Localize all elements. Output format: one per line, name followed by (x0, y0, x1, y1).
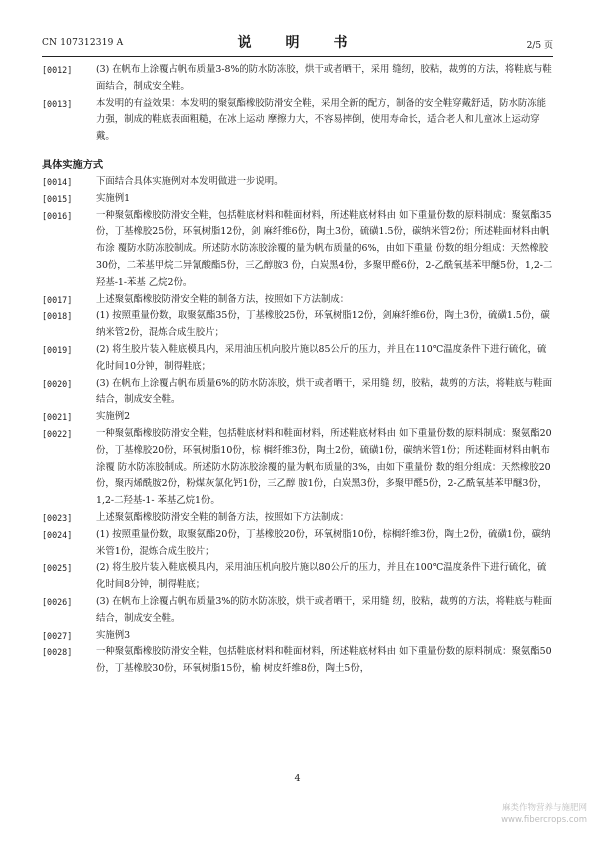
watermark-url: www.fibercrops.com (501, 815, 587, 825)
paragraph-text: 下面结合具体实施例对本发明做进一步说明。 (96, 175, 284, 187)
paragraph-text: 实施例1 (96, 192, 131, 204)
paragraph-id: [0012] (42, 65, 73, 75)
paragraph-text: 一种聚氨酯橡胶防滑安全鞋，包括鞋底材料和鞋面材料，所述鞋底材料由 如下重量份数的原料制成：聚氨酯50份，丁基橡胶30份，环氧树脂15份，榆 树皮纤维8份，陶土5份， (96, 646, 552, 675)
paragraph-text: 一种聚氨酯橡胶防滑安全鞋，包括鞋底材料和鞋面材料，所述鞋底材料由 如下重量份数的原料制成：聚氨酯20份，丁基橡胶20份，环氧树脂10份，棕 榈纤维3份，陶土2份，硫磺1份，碳纳米管1份；所述鞋面材料由帆布涂覆 防水防冻胶制成。所述防水防冻胶涂覆的量为帆布质量的3%，由如下重量份 数的组分组成：天然橡胶20份，聚丙烯酰胺2份，粉煤灰氯化钙1份，三乙醇 胺1份，白炭黑3份，多聚甲醛5份，2-乙酰氧基苯甲醚3份，1,2-二羟基-1- 苯基乙烷1份。 (96, 427, 552, 507)
page-indicator: 2/5 页 (526, 41, 553, 51)
paragraph-id: [0015] (42, 193, 73, 204)
section-heading: 具体实施方式 (42, 159, 104, 171)
paragraph (42, 527, 554, 561)
paragraph-id: [0026] (42, 596, 73, 607)
document-title: 说 明 书 (237, 35, 358, 51)
paragraph-text: (3) 在帆布上涂覆占帆布质量6%的防水防冻胶，烘干或者晒干，采用缝 纫，胶粘，裁剪的方法，将鞋底与鞋面结合，制成安全鞋。 (96, 377, 552, 406)
paragraph (42, 96, 554, 146)
paragraph-text: 实施例3 (96, 629, 131, 641)
paragraph-id: [0020] (42, 378, 73, 389)
paragraph-id: [0023] (42, 512, 73, 523)
paragraph (42, 628, 554, 645)
paragraph (42, 409, 554, 426)
paragraph-text: (2) 将生胶片装入鞋底模具内，采用油压机向胶片施以85公斤的压力，并且在110℃温度条件下进行硫化，硫化时间10分钟，制得鞋底； (96, 343, 547, 372)
watermark-line: 麻类作物营养与施肥网 (501, 803, 587, 813)
paragraph-id: [0024] (42, 529, 73, 540)
paragraph-text: (1) 按照重量份数，取聚氨酯20份，丁基橡胶20份，环氧树脂10份，棕榈纤维3份，陶土2份，硫磺1份，碳纳米管1份，混炼合成生胶片； (96, 528, 551, 557)
paragraph (42, 191, 554, 208)
paragraph-id: [0014] (42, 176, 73, 187)
paragraph-text: (3) 在帆布上涂覆占帆布质量3-8%的防水防冻胶，烘干或者晒干，采用 缝纫，胶粘，裁剪的方法，将鞋底与鞋面结合，制成安全鞋。 (96, 64, 552, 92)
paragraph (42, 308, 554, 342)
paragraph-text: 上述聚氨酯橡胶防滑安全鞋的制备方法，按照如下方法制成： (96, 511, 350, 523)
page-number: 4 (294, 773, 301, 784)
paragraph-text: 实施例2 (96, 411, 131, 423)
paragraph (42, 426, 554, 510)
paragraph (42, 644, 554, 678)
paragraph (42, 62, 554, 96)
watermark (501, 802, 587, 826)
paragraph-text: (2) 将生胶片装入鞋底模具内，采用油压机向胶片施以80公斤的压力，并且在100℃温度条件下进行硫化，硫化时间8分钟，制得鞋底； (96, 562, 547, 591)
paragraph-text: 一种聚氨酯橡胶防滑安全鞋，包括鞋底材料和鞋面材料，所述鞋底材料由 如下重量份数的原料制成：聚氨酯35份，丁基橡胶25份，环氧树脂12份，剑 麻纤维6份，陶土3份，硫磺1.5份，碳纳米管2份；所述鞋面材料由帆布涂 覆防水防冻胶制成。所述防水防冻胶涂覆的量为帆布质量的6%，由如下重量 份数的组分组成：天然橡胶30份，二苯基甲烷二异氰酸酯5份，三乙醇胺3 份，白炭黑4份，多聚甲醛6份，2-乙酰氧基苯甲醚5份，1,2-二羟基-1-苯基 乙烷2份。 (96, 209, 553, 288)
paragraph (42, 174, 554, 191)
paragraph-id: [0016] (42, 210, 73, 221)
paragraph-text: (3) 在帆布上涂覆占帆布质量3%的防水防冻胶，烘干或者晒干，采用缝 纫，胶粘，裁剪的方法，将鞋底与鞋面结合，制成安全鞋。 (96, 595, 552, 624)
document-body (42, 62, 554, 678)
paragraph (42, 594, 554, 628)
paragraph-text: 上述聚氨酯橡胶防滑安全鞋的制备方法，按照如下方法制成： (96, 293, 350, 305)
patent-number: CN 107312319 A (42, 38, 124, 48)
paragraph (42, 376, 554, 410)
paragraph-list (42, 174, 554, 678)
paragraph (42, 342, 554, 376)
paragraph-id: [0017] (42, 294, 73, 305)
paragraph (42, 208, 554, 292)
paragraph-text: (1) 按照重量份数，取聚氨酯35份，丁基橡胶25份，环氧树脂12份，剑麻纤维6份，陶土3份，硫磺1.5份，碳纳米管2份，混炼合成生胶片； (96, 310, 550, 339)
paragraph (42, 510, 554, 527)
paragraph-id: [0021] (42, 412, 73, 423)
paragraph (42, 292, 554, 309)
paragraph-id: [0022] (42, 428, 73, 439)
paragraph-id: [0013] (42, 98, 73, 109)
paragraph-id: [0027] (42, 630, 73, 641)
paragraph-id: [0025] (42, 563, 73, 574)
paragraph-id: [0028] (42, 647, 73, 658)
paragraph-id: [0019] (42, 344, 73, 355)
paragraph-text: 本发明的有益效果：本发明的聚氨酯橡胶防滑安全鞋，采用全新的配方，制备的安全鞋穿戴舒适，防水防冻能力强，制成的鞋底表面粗糙，在冰上运动 摩擦力大，不容易摔倒，使用寿命长，适合老人和儿童冰上运动穿戴。 (96, 97, 547, 143)
paragraph (42, 560, 554, 594)
paragraph-id: [0018] (42, 311, 73, 322)
header-rule (42, 56, 553, 57)
